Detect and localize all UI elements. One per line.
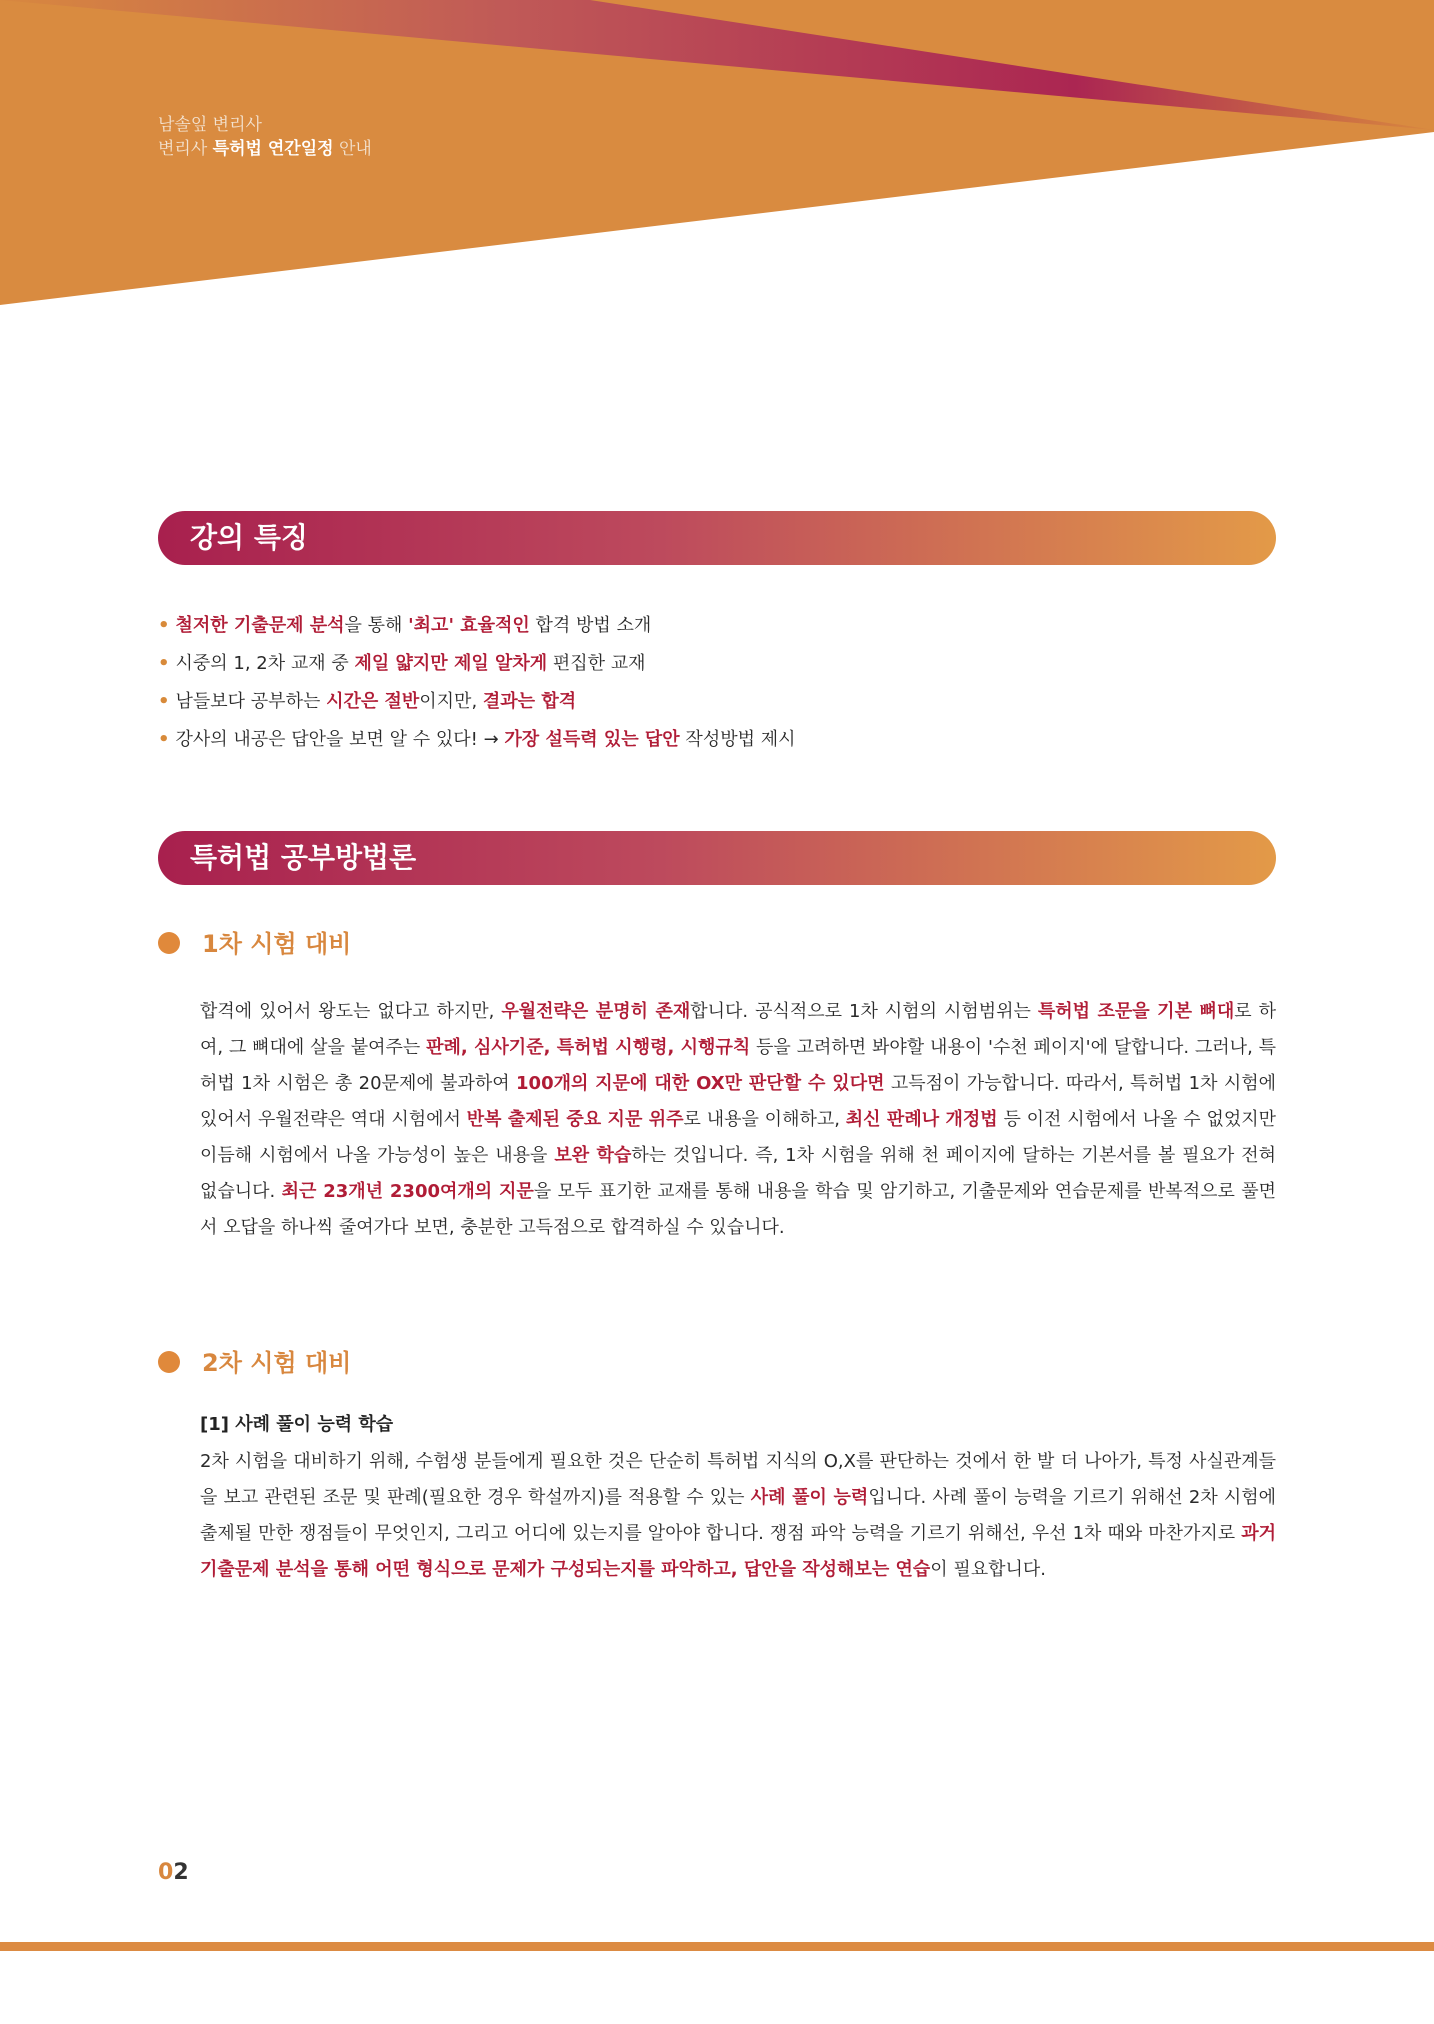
highlight-text: 결과는 합격 [482, 691, 577, 712]
subsection-2nd-exam-title: 2차 시험 대비 [202, 1349, 352, 1377]
body-text: 남들보다 공부하는 [175, 691, 327, 712]
body-text: 등을 고려하면 봐야할 내용이 '수천 페이지'에 달합니다. 그러나, 특허법 1차 시험은 총 20문제에 불과하여 [200, 1037, 1276, 1094]
body-text: 을 통해 [344, 615, 409, 636]
highlight-text: 과거 기출문제 분석을 통해 어떤 형식으로 문제가 구성되는지를 파악하고, 답안을 작성해보는 연습 [200, 1523, 1276, 1580]
section-title-features: 강의 특징 [158, 511, 1276, 565]
feature-item [158, 607, 795, 645]
body-text: 합격 방법 소개 [529, 615, 652, 636]
subsection-1st-exam [158, 926, 351, 962]
page-number-zero: 0 [158, 1860, 174, 1885]
highlight-text: 최신 판례나 개정법 [845, 1109, 998, 1130]
highlight-text: 사례 풀이 능력 [750, 1487, 869, 1508]
feature-item [158, 683, 795, 721]
bullet-icon: • [158, 653, 170, 674]
body-text: 합니다. 공식적으로 1차 시험의 시험범위는 [690, 1001, 1038, 1022]
feature-item [158, 645, 795, 683]
body-text: 입니다. 사례 풀이 능력을 기르기 위해선 2차 시험에 출제될 만한 쟁점들이 무엇인지, 그리고 어디에 있는지를 알아야 합니다. 쟁점 파악 능력을 기르기 위해선, 우선 1차 때와 마찬가지로 [200, 1487, 1276, 1544]
bullet-icon: • [158, 691, 170, 712]
body-text: 2차 시험을 대비하기 위해, 수험생 분들에게 필요한 것은 단순히 특허법 지식의 O,X를 판단하는 것에서 한 발 더 나아가, 특정 사실관계들을 보고 관련된 조문 및 판례(필요한 경우 학설까지)를 적용할 수 있는 [200, 1451, 1276, 1508]
bullet-icon: • [158, 729, 170, 750]
body-text: 이 필요합니다. [930, 1559, 1047, 1580]
feature-item [158, 721, 795, 759]
bottom-rule [0, 1942, 1434, 1951]
page-number-digit: 2 [173, 1860, 189, 1885]
body-text: 강사의 내공은 답안을 보면 알 수 있다! → [175, 729, 505, 750]
highlight-text: 최근 23개년 2300여개의 지문 [281, 1181, 534, 1202]
highlight-text: 특허법 조문을 기본 뼈대 [1037, 1001, 1235, 1022]
body-text: 등 이전 시험에서 나올 수 없었지만 이듬해 시험에서 나올 가능성이 높은 내용을 [200, 1109, 1276, 1166]
highlight-text: 반복 출제된 중요 지문 위주 [466, 1109, 684, 1130]
orange-dot-icon [158, 932, 180, 954]
subsection-2nd-exam [158, 1345, 351, 1381]
body-text: 고득점이 가능합니다. 따라서, 특허법 1차 시험에 있어서 우월전략은 역대 시험에서 [200, 1073, 1276, 1130]
paragraph-2nd-exam [200, 1444, 1276, 1588]
section-title-study-method: 특허법 공부방법론 [158, 831, 1276, 885]
body-text: 로 내용을 이해하고, [683, 1109, 846, 1130]
orange-dot-icon [158, 1351, 180, 1373]
body-text: 작성방법 제시 [679, 729, 796, 750]
body-text: 편집한 교재 [547, 653, 646, 674]
feature-list [158, 607, 795, 759]
body-text: 하는 것입니다. 즉, 1차 시험을 위해 천 페이지에 달하는 기본서를 볼 필요가 전혀 없습니다. [200, 1145, 1276, 1202]
body-text: 시중의 1, 2차 교재 중 [175, 653, 355, 674]
brand-line-2 [158, 137, 372, 161]
highlight-text: 시간은 절반 [326, 691, 420, 712]
brand-line-2-bold: 특허법 연간일정 [212, 139, 334, 159]
case-study-heading: [1] 사례 풀이 능력 학습 [200, 1414, 394, 1435]
highlight-text: 제일 얇지만 제일 알차게 [354, 653, 548, 674]
body-text: 로 하여, 그 뼈대에 살을 붙여주는 [200, 1001, 1276, 1058]
body-text: 이지만, [419, 691, 483, 712]
highlight-text: 가장 설득력 있는 답안 [504, 729, 680, 750]
brand-line-2-pre: 변리사 [158, 139, 213, 159]
brand-line-2-post: 안내 [333, 139, 372, 159]
paragraph-1st-exam [200, 994, 1276, 1246]
subsection-1st-exam-title: 1차 시험 대비 [202, 930, 352, 958]
highlight-text: 판례, 심사기준, 특허법 시행령, 시행규칙 [426, 1037, 751, 1058]
highlight-text: 보완 학습 [554, 1145, 632, 1166]
page-number [158, 1860, 189, 1885]
bullet-icon: • [158, 615, 170, 636]
highlight-text: 우월전략은 분명히 존재 [501, 1001, 691, 1022]
highlight-text: 100개의 지문에 대한 OX만 판단할 수 있다면 [516, 1073, 885, 1094]
body-text: 을 모두 표기한 교재를 통해 내용을 학습 및 암기하고, 기출문제와 연습문제를 반복적으로 풀면서 오답을 하나씩 줄여가다 보면, 충분한 고득점으로 합격하실 수 있습니다. [200, 1181, 1277, 1238]
brand-block [158, 113, 372, 161]
body-text: 합격에 있어서 왕도는 없다고 하지만, [200, 1001, 502, 1022]
brand-line-1: 남솔잎 변리사 [158, 115, 262, 135]
highlight-text: '최고' 효율적인 [408, 615, 530, 636]
highlight-text: 철저한 기출문제 분석 [175, 615, 345, 636]
